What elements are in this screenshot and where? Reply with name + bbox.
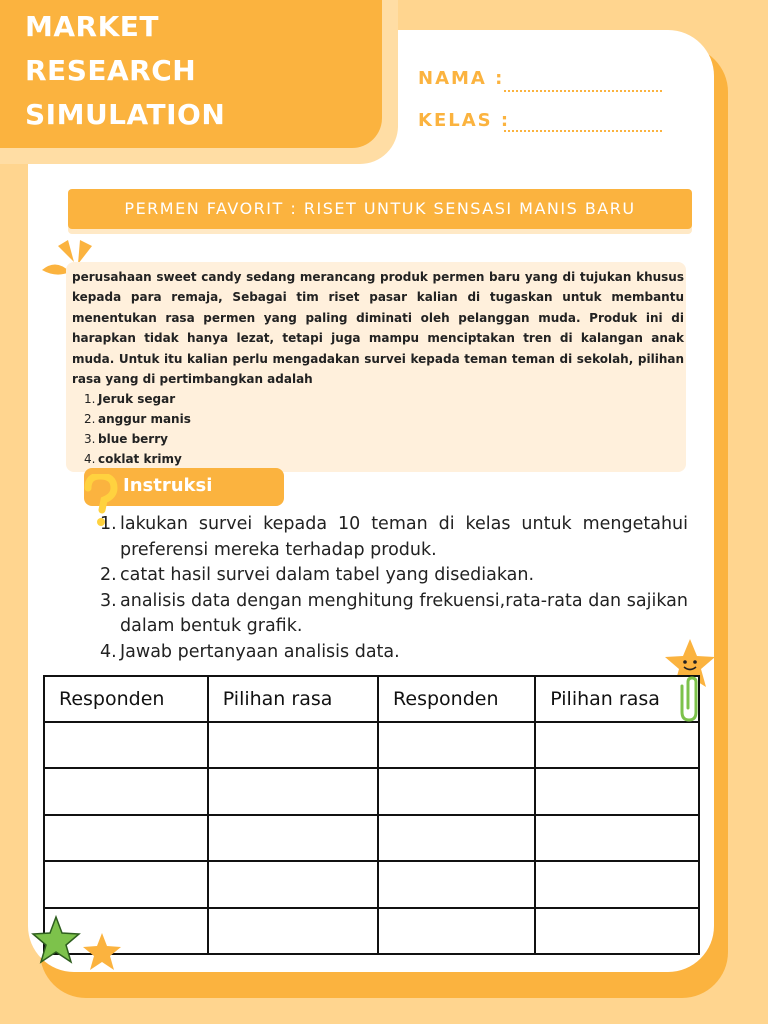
list-item: 2. anggur manis: [84, 412, 191, 426]
class-label: KELAS :: [418, 110, 511, 131]
list-item: 3. blue berry: [84, 432, 168, 446]
table-row: [44, 815, 699, 861]
table-cell[interactable]: [535, 815, 699, 861]
table-cell[interactable]: [208, 908, 378, 954]
table-cell[interactable]: [208, 722, 378, 768]
instructions-label: Instruksi: [123, 475, 213, 496]
table-row: [44, 722, 699, 768]
paper-clip-icon: [674, 676, 702, 724]
story-paragraph: perusahaan sweet candy sedang merancang produk permen baru yang di tujukan khusus kepada para remaja, Sebagai tim riset pasar kalian di tugaskan untuk membantu menentukan rasa permen yang paling diminati oleh pelanggan muda. Produk ini di harapkan tidak hanya lezat, tetapi juga mampu menciptakan tren di kalangan anak muda. Untuk itu kalian perlu mengadakan survei kepada teman teman di sekolah, pilihan rasa yang di pertimbangkan adalah: [72, 270, 684, 387]
table-cell[interactable]: [378, 768, 535, 814]
table-cell[interactable]: [208, 861, 378, 907]
table-cell[interactable]: [535, 908, 699, 954]
table-header-cell: Pilihan rasa: [535, 676, 699, 722]
table-row: [44, 861, 699, 907]
class-input-line[interactable]: [504, 130, 662, 132]
table-cell[interactable]: [378, 908, 535, 954]
green-star-icon: [30, 914, 82, 966]
list-item: 4. coklat krimy: [84, 452, 182, 466]
table-cell[interactable]: [208, 815, 378, 861]
title-line-1: MARKET: [25, 10, 160, 43]
table-header-row: [44, 676, 699, 722]
table-header-cell: Responden: [378, 676, 535, 722]
list-item: 4. Jawab pertanyaan analisis data.: [100, 641, 400, 662]
table-cell[interactable]: [535, 861, 699, 907]
table-row: [44, 768, 699, 814]
table-cell[interactable]: [44, 722, 208, 768]
table-cell[interactable]: [44, 815, 208, 861]
table-cell[interactable]: [44, 861, 208, 907]
list-item: 1. lakukan survei kepada 10 teman di kelas untuk mengetahui preferensi mereka terhadap produk.: [100, 514, 688, 560]
flavor-list: [84, 389, 191, 469]
table-cell[interactable]: [208, 768, 378, 814]
survey-table: [43, 675, 700, 955]
title-line-2: RESEARCH: [25, 54, 197, 87]
topic-banner: PERMEN FAVORIT : RISET UNTUK SENSASI MANIS BARU: [68, 189, 692, 229]
list-item: 2. catat hasil survei dalam tabel yang disediakan.: [100, 565, 535, 585]
name-label: NAMA :: [418, 68, 505, 89]
title-line-3: SIMULATION: [25, 98, 226, 131]
table-header-cell: Pilihan rasa: [208, 676, 378, 722]
table-row: [44, 908, 699, 954]
table-cell[interactable]: [44, 768, 208, 814]
list-item: 1. Jeruk segar: [84, 392, 176, 406]
table-header-cell: Responden: [44, 676, 208, 722]
table-cell[interactable]: [535, 722, 699, 768]
table-cell[interactable]: [535, 768, 699, 814]
orange-star-icon: [80, 930, 124, 974]
table-cell[interactable]: [378, 722, 535, 768]
list-item: 3. analisis data dengan menghitung frekuensi,rata-rata dan sajikan dalam bentuk grafik.: [100, 590, 688, 636]
table-cell[interactable]: [378, 815, 535, 861]
instructions-list: [100, 512, 688, 665]
name-input-line[interactable]: [504, 90, 662, 92]
table-cell[interactable]: [378, 861, 535, 907]
